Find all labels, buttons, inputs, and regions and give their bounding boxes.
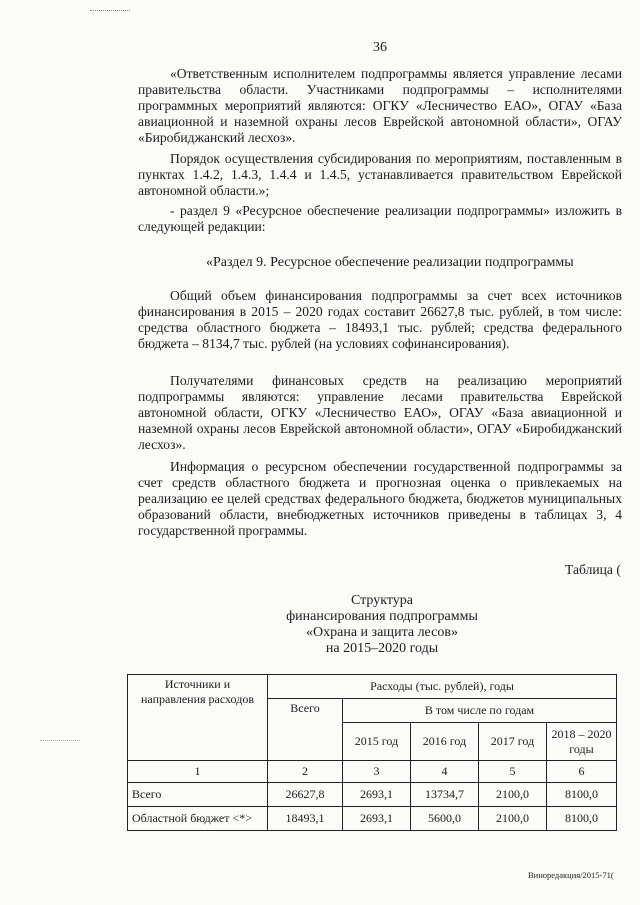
paragraph-subsidy-order: Порядок осуществления субсидирования по мероприятиям, поставленным в пунктах 1.4.2, 1.4.3, 1.4.4 и 1.4.5, устанавливается правительством Еврейской автономной области.»; [138, 151, 622, 198]
header-year: 2017 год [479, 723, 547, 761]
column-number: 1 [128, 761, 268, 783]
table-caption-line: финансирования подпрограммы [286, 609, 478, 624]
row-value: 2100,0 [479, 807, 547, 831]
table-caption-line: на 2015–2020 годы [325, 641, 439, 656]
column-number: 2 [268, 761, 343, 783]
table-row [128, 807, 617, 831]
header-by-year: В том числе по годам [343, 699, 617, 723]
table-caption [140, 593, 624, 657]
table-caption-line: «Охрана и защита лесов» [306, 625, 458, 640]
row-value: 8100,0 [547, 783, 617, 807]
section-heading: «Раздел 9. Ресурсное обеспечение реализации подпрограммы [206, 255, 574, 270]
header-year: 2016 год [411, 723, 479, 761]
row-value: 2100,0 [479, 783, 547, 807]
row-value: 13734,7 [411, 783, 479, 807]
row-value: 5600,0 [411, 807, 479, 831]
column-number: 5 [479, 761, 547, 783]
funding-table [127, 674, 617, 831]
column-number: 6 [547, 761, 617, 783]
header-year: 2015 год [343, 723, 411, 761]
row-value: 2693,1 [343, 783, 411, 807]
column-number: 3 [343, 761, 411, 783]
footer-code: Виноредакция/2015-71( [528, 870, 614, 880]
scan-artifact-margin [40, 740, 80, 742]
row-value: 18493,1 [268, 807, 343, 831]
paragraph-section-9-change: - раздел 9 «Ресурсное обеспечение реализации подпрограммы» изложить в следующей редакции: [138, 203, 622, 234]
column-number: 4 [411, 761, 479, 783]
paragraph-resource-info: Информация о ресурсном обеспечении государственной подпрограммы за счет средств областного бюджета и прогнозная оценка о привлекаемых на реализацию ее целей средствах федерального бюджета, бюджетов муниципальных образований области, внебюджетных источников приведены в таблицах 3, 4 государственной программы. [138, 459, 622, 538]
header-source: Источники и направления расходов [128, 675, 268, 761]
header-expenses: Расходы (тыс. рублей), годы [268, 675, 617, 699]
row-value: 2693,1 [343, 807, 411, 831]
paragraph-fund-recipients: Получателями финансовых средств на реализацию мероприятий подпрограммы являются: управление лесами правительства Еврейской автономной области, ОГКУ «Лесничество ЕАО», ОГАУ «База авиационной и наземной охраны лесов Еврейской автономной области», ОГАУ «Биробиджанский лесхоз». [138, 373, 622, 452]
table-caption-line: Структура [350, 593, 414, 608]
scan-artifact [90, 10, 130, 13]
row-value: 26627,8 [268, 783, 343, 807]
paragraph-total-funding: Общий объем финансирования подпрограммы за счет всех источников финансирования в 2015 – 2020 годах составит 26627,8 тыс. рублей, в том числе: средства областного бюджета – 18493,1 тыс. рублей; средства федерального бюджета – 8134,7 тыс. рублей (на условиях софинансирования). [138, 288, 622, 351]
row-value: 8100,0 [547, 807, 617, 831]
table-label: Таблица ( [565, 562, 621, 577]
header-total: Всего [268, 699, 343, 761]
row-source: Всего [128, 783, 268, 807]
row-source: Областной бюджет <*> [128, 807, 268, 831]
table-row [128, 783, 617, 807]
page-number: 36 [373, 40, 387, 55]
paragraph-responsible-executor: «Ответственным исполнителем подпрограммы является управление лесами правительства области. Участниками подпрограммы – исполнителями программных мероприятий являются: ОГКУ «Лесничество ЕАО», ОГАУ «База авиационной и наземной охраны лесов Еврейской автономной области», ОГАУ «Биробиджанский лесхоз». [138, 66, 622, 145]
header-year: 2018 – 2020 годы [547, 723, 617, 761]
